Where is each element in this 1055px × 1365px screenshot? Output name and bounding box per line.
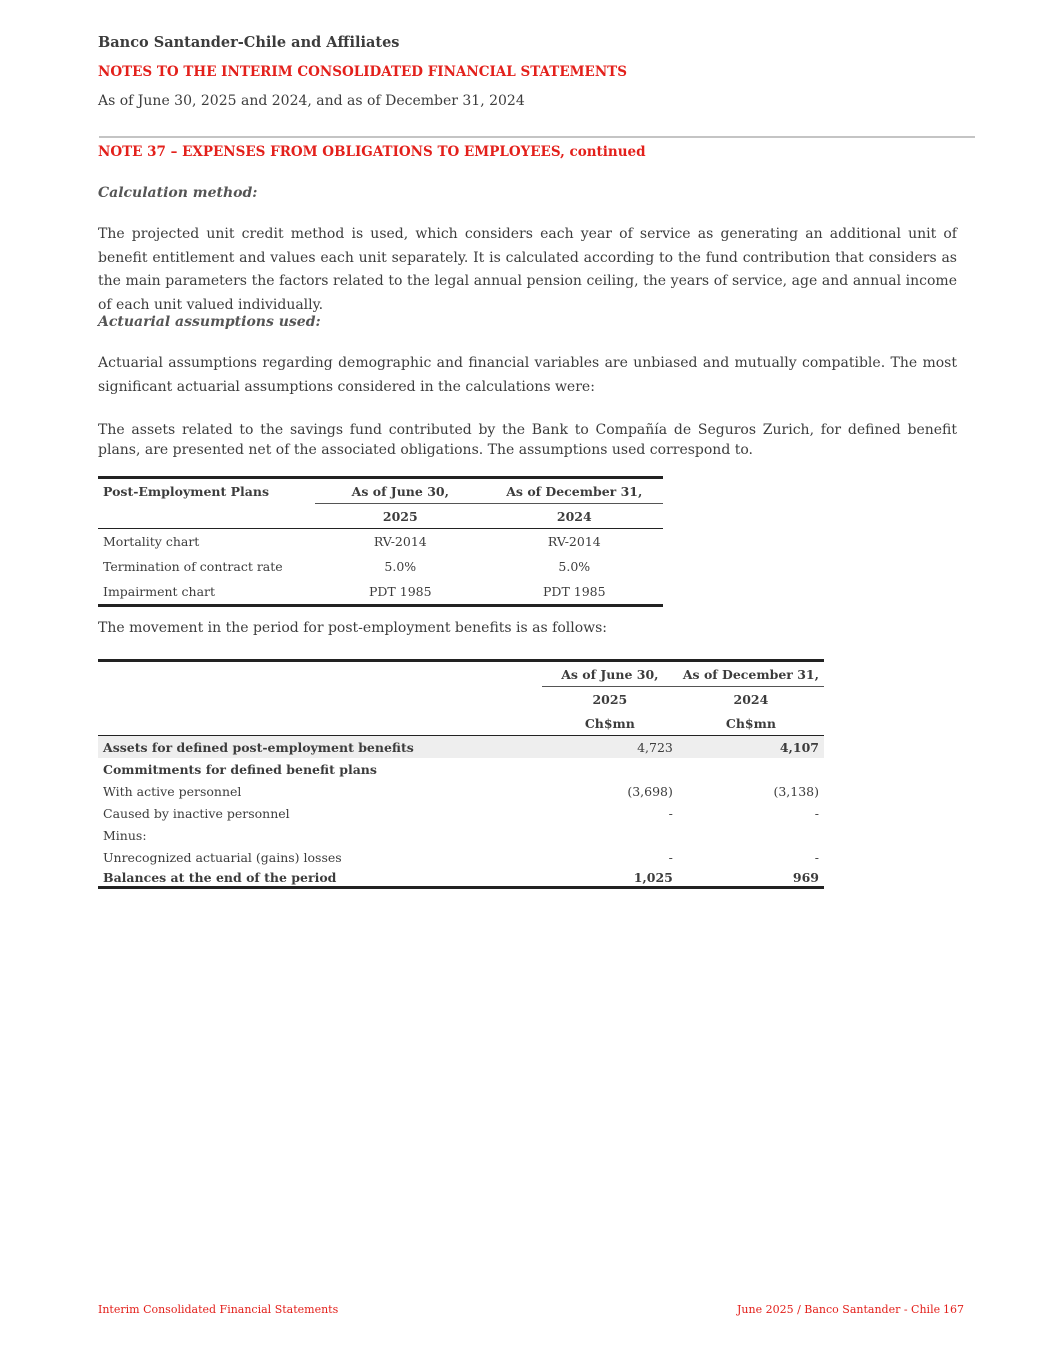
actuarial-assumptions-text: Actuarial assumptions regarding demographic and financial variables are unbiased and mutually compatible. The most significant actuarial assumptions considered in the calculations were: [98, 355, 957, 395]
notes-title: NOTES TO THE INTERIM CONSOLIDATED FINANCIAL STATEMENTS [98, 64, 627, 80]
row-value-2025: 5.0% [384, 559, 417, 574]
table-row [98, 736, 824, 759]
row-value-2024: (3,138) [773, 783, 819, 799]
calculation-method-heading: Calculation method: [98, 185, 258, 201]
table-row [98, 579, 663, 606]
footer-publication: June 2025 / Banco Santander - Chile [737, 1303, 941, 1316]
actuarial-assumptions-heading: Actuarial assumptions used: [98, 314, 321, 330]
calculation-method-text: The projected unit credit method is used, which considers each year of service as generating an additional unit of benefit entitlement and values each unit separately. It is calculated according to the fund contribution that considers as the main parameters the factors related to the legal annual pension ceiling, the years of service, age and annual income of each unit valued individually. [98, 226, 957, 313]
row-value-2025: - [668, 805, 673, 821]
row-value-2024: - [814, 849, 819, 865]
row-label: Impairment chart [103, 584, 216, 599]
table-row [98, 529, 663, 555]
row-value-2024 [678, 824, 824, 846]
row-label: Balances at the end of the period [103, 869, 337, 885]
page-number: 167 [943, 1303, 964, 1316]
table-row [98, 758, 824, 780]
header-divider [99, 136, 975, 138]
table-row [98, 846, 824, 868]
table1-header-label: Post-Employment Plans [103, 483, 270, 499]
row-label: Mortality chart [103, 534, 200, 549]
row-value-2024 [678, 758, 824, 780]
table2-unit-2025: Ch$mn [542, 711, 678, 736]
row-value-2024: 4,107 [678, 736, 824, 759]
row-label: Commitments for defined benefit plans [103, 761, 377, 777]
row-label: Caused by inactive personnel [103, 805, 290, 821]
table-row [98, 554, 663, 579]
row-value-2024: 969 [792, 869, 819, 885]
row-value-2025: 4,723 [542, 736, 678, 759]
row-label: Unrecognized actuarial (gains) losses [103, 849, 342, 865]
table2-unit-2024: Ch$mn [678, 711, 824, 736]
post-employment-plans-table [98, 476, 663, 607]
footer-document-title: Interim Consolidated Financial Statements [98, 1303, 339, 1316]
row-value-2024: RV-2014 [547, 534, 601, 549]
row-label: With active personnel [103, 783, 242, 799]
row-value-2025: PDT 1985 [369, 584, 432, 599]
table-row-total [98, 868, 824, 888]
table1-year-2025: 2025 [315, 504, 486, 529]
row-value-2025: - [668, 849, 673, 865]
table1-header-june: As of June 30, [315, 478, 486, 504]
table2-header-december: As of December 31, [678, 661, 824, 687]
table-row [98, 802, 824, 824]
table-row [98, 824, 824, 846]
row-value-2024: PDT 1985 [543, 584, 606, 599]
row-value-2024: 5.0% [558, 559, 591, 574]
row-value-2025: RV-2014 [373, 534, 427, 549]
row-value-2025 [542, 824, 678, 846]
row-label: Termination of contract rate [103, 559, 283, 574]
row-label: Minus: [103, 827, 147, 843]
table2-header-june: As of June 30, [542, 661, 678, 687]
row-value-2025: (3,698) [627, 783, 673, 799]
row-value-2025 [542, 758, 678, 780]
row-value-2025: 1,025 [633, 869, 673, 885]
row-label: Assets for defined post-employment benefits [98, 736, 542, 759]
assets-text: The assets related to the savings fund contributed by the Bank to Compañía de Seguros Zurich, for defined benefit plans, are presented net of the associated obligations. The assumptions used correspond to. [98, 422, 957, 458]
movement-text: The movement in the period for post-employment benefits is as follows: [98, 620, 608, 636]
note-title: NOTE 37 – EXPENSES FROM OBLIGATIONS TO EMPLOYEES, continued [98, 144, 646, 160]
row-value-2024: - [814, 805, 819, 821]
table1-header-december: As of December 31, [486, 478, 663, 504]
report-period: As of June 30, 2025 and 2024, and as of December 31, 2024 [98, 93, 525, 109]
company-name: Banco Santander-Chile and Affiliates [98, 34, 400, 51]
table2-year-2024: 2024 [733, 691, 769, 707]
table-row [98, 780, 824, 802]
table1-year-2024: 2024 [486, 504, 663, 529]
table2-year-2025: 2025 [592, 691, 628, 707]
post-employment-movement-table [98, 659, 824, 889]
